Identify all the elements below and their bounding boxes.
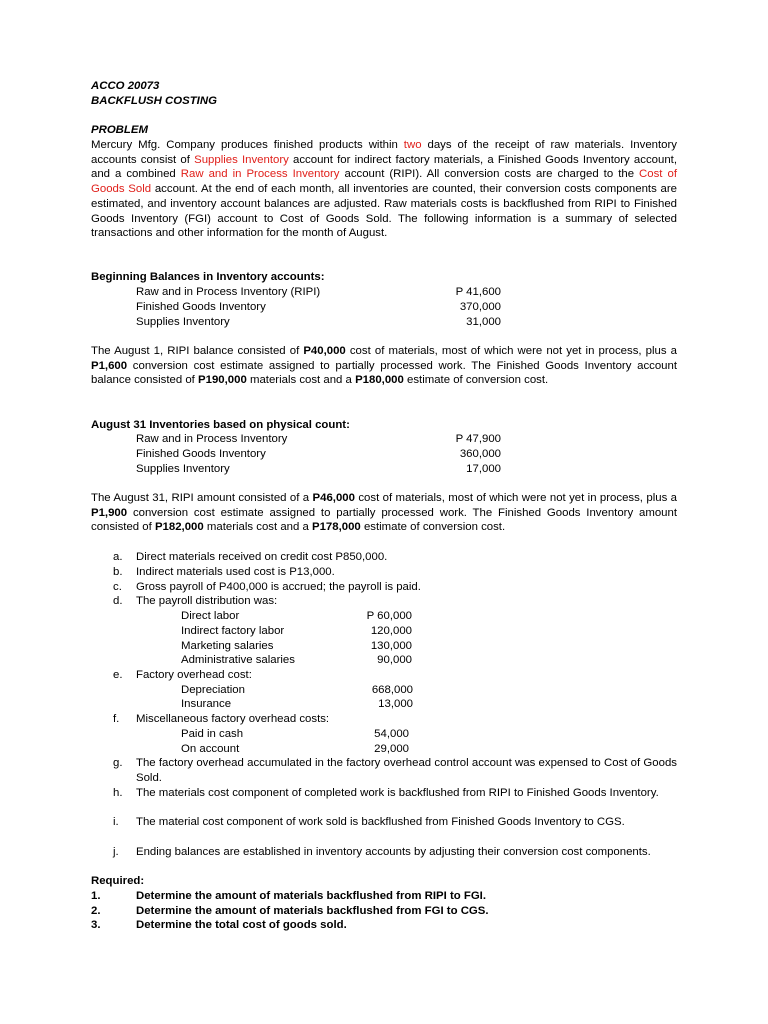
item-marker: j. xyxy=(113,846,119,858)
course-code: ACCO 20073 xyxy=(91,80,160,92)
required-item: Determine the amount of materials backflushed from RIPI to FGI. xyxy=(136,890,487,902)
highlight-supplies-inventory: Supplies Inventory xyxy=(194,153,289,166)
item-marker: h. xyxy=(113,787,123,799)
section-title: PROBLEM xyxy=(91,124,148,136)
item-h: The materials cost component of completed work is backflushed from RIPI to Finished Goods Inventory. xyxy=(136,787,659,799)
required-number: 1. xyxy=(91,890,101,902)
intro-paragraph: Mercury Mfg. Company produces finished products within two days of the receipt of raw materials. Inventory accounts consist of Supplies Inventory account for indirect factory materials, a Finished Goods Inventory account, and a combined Raw and in Process Inventory account (RIPI). All conversion costs are charged to the Cost of Goods Sold account. At the end of each month, all inventories are counted, their conversion costs components are estimated, and inventory account balances are adjusted. Raw materials costs is backflushed from RIPI to Finished Goods Inventory (FGI) account to Cost of Goods Sold. The following information is a summary of selected transactions and other information for the month of August. xyxy=(91,139,677,240)
item-marker: b. xyxy=(113,566,123,578)
highlight-ripi: Raw and in Process Inventory xyxy=(180,168,340,181)
item-a: Direct materials received on credit cost P850,000. xyxy=(136,551,388,563)
item-d: The payroll distribution was: xyxy=(136,595,278,607)
aug1-note: The August 1, RIPI balance consisted of P40,000 cost of materials, most of which were not yet in process, plus a P1,600 conversion cost estimate assigned to partially processed work. The Finished Goods Inventory account balance consisted of P190,000 materials cost and a P180,000 estimate of conversion cost. xyxy=(91,345,677,387)
item-f: Miscellaneous factory overhead costs: xyxy=(136,713,330,725)
item-b: Indirect materials used cost is P13,000. xyxy=(136,566,335,578)
required-title: Required: xyxy=(91,875,145,887)
required-number: 3. xyxy=(91,919,101,931)
aug31-note: The August 31, RIPI amount consisted of a P46,000 cost of materials, most of which were not yet in process, plus a P1,900 conversion cost estimate assigned to partially processed work. The Finished Goods Inventory amount consisted of P182,000 materials cost and a P178,000 estimate of conversion cost. xyxy=(91,492,677,534)
item-marker: d. xyxy=(113,595,123,607)
item-marker: a. xyxy=(113,551,123,563)
required-number: 2. xyxy=(91,905,101,917)
item-j: Ending balances are established in inventory accounts by adjusting their conversion cost components. xyxy=(136,846,651,858)
item-marker: g. xyxy=(113,757,123,769)
required-item: Determine the total cost of goods sold. xyxy=(136,919,347,931)
item-marker: f. xyxy=(113,713,120,725)
item-c: Gross payroll of P400,000 is accrued; the payroll is paid. xyxy=(136,581,421,593)
item-i: The material cost component of work sold is backflushed from Finished Goods Inventory to CGS. xyxy=(136,816,625,828)
item-e: Factory overhead cost: xyxy=(136,669,252,681)
document-page: ACCO 20073 BACKFLUSH COSTING PROBLEM Mercury Mfg. Company produces finished products within two days of the receipt of raw materials. Inventory accounts consist of Supplies Inventory account for indirect factory materials, a Finished Goods Inventory account, and a combined Raw and in Process Inventory account (RIPI). All conversion costs are charged to the Cost of Goods Sold account. At the end of each month, all inventories are counted, their conversion costs components are estimated, and inventory account balances are adjusted. Raw materials costs is backflushed from RIPI to Finished Goods Inventory (FGI) account to Cost of Goods Sold. The following information is a summary of selected transactions and other information for the month of August. Beginning Balances in Inventory accounts: Raw and in Process Inventory (RIPI) P 41,600 Finished Goods Inventory 370,000 Supplies Inventory 31,000 The August 1, RIPI balance consisted of P40,000 cost of materials, most of which were not yet in process, plus a P1,600 conversion cost estimate assigned to partially processed work. The Finished Goods Inventory account balance consisted of P190,000 materials cost and a P180,000 estimate of conversion cost. August 31 Inventories based on physical count: Raw and in Process Inventory P 47,900 Finished Goods Inventory 360,000 Supplies Inventory 17,000 The August 31, RIPI amount consisted of a P46,000 cost of materials, most of which were not yet in process, plus a P1,900 conversion cost estimate assigned to partially processed work. The Finished Goods Inventory amount consisted of P182,000 materials cost and a P178,000 estimate of conversion cost. a. Direct materials received on credit cost P850,000. b. Indirect materials used cost is P13,000. c. Gross payroll of P400,000 is accrued; the payroll is paid. d. The payroll distribution was: Direct labor P 60,000 Indirect factory labor 120,000 Marketing salaries 130,000 Administrative salaries 90,000 e. Factory overhead cost: Depreciation 668,000 Insurance 13,000 f. Miscellaneous factory overhead costs: Paid in cash 54,000 On account 29,000 g. The factory overhead accumulated in the factory overhead control account was expensed to Cost of Goods Sold. h. The materials cost component of completed work is backflushed from RIPI to Finished Goods Inventory. i. The material cost component of work sold is backflushed from Finished Goods Inventory to CGS. j. Ending balances are established in inventory accounts by adjusting their conversion cost components. Required: 1. Determine the amount of materials backflushed from RIPI to FGI. 2. Determine the amount of materials backflushed from FGI to CGS. 3. Determine the total cost of goods sold. xyxy=(91,80,677,931)
item-marker: i. xyxy=(113,816,119,828)
topic-title: BACKFLUSH COSTING xyxy=(91,95,217,107)
highlight-cogs: Cost of Goods Sold xyxy=(91,168,677,196)
beginning-balances-title: Beginning Balances in Inventory accounts: xyxy=(91,271,325,283)
item-g: The factory overhead accumulated in the factory overhead control account was expensed to Cost of Goods Sold. xyxy=(136,757,677,784)
item-marker: c. xyxy=(113,581,122,593)
ending-inventories-title: August 31 Inventories based on physical count: xyxy=(91,419,350,431)
item-marker: e. xyxy=(113,669,123,681)
required-item: Determine the amount of materials backflushed from FGI to CGS. xyxy=(136,905,489,917)
highlight-two: two xyxy=(403,139,422,151)
